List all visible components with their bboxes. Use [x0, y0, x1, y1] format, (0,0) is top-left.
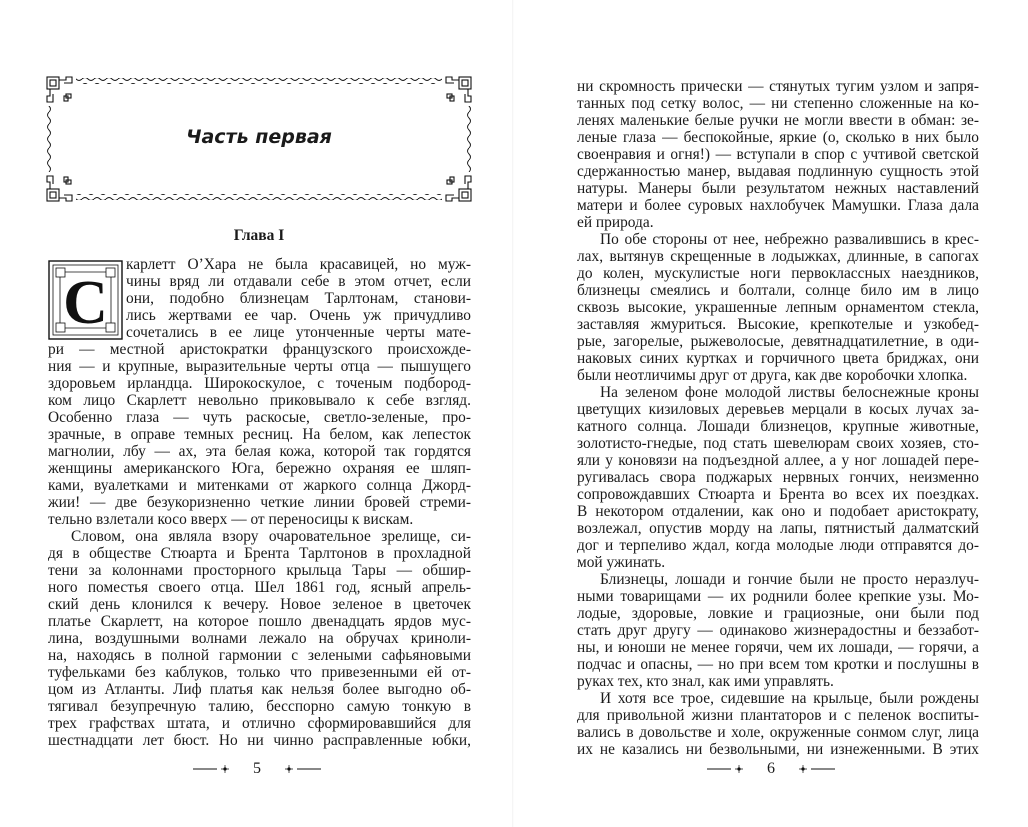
text-line: чины вряд ли отдавали себе в этом отчет, если	[126, 273, 471, 290]
text-line: тени за колоннами просторного крыльца Тары — обшир-	[48, 562, 471, 579]
text-line: для привольной жизни плантаторов и с пеленок воспиты-	[577, 707, 979, 724]
right-page-body	[577, 78, 979, 758]
text-line: Близнецы, лошади и гончие были не просто неразлуч-	[600, 571, 979, 588]
text-line: карлетт О’Хара не была красавицей, но муж-	[126, 256, 471, 273]
text-line: золотисто-гнедые, под стать шевелюрам своих хозяев, сто-	[577, 435, 979, 452]
text-line: наковых синих куртках и горчичного цвета бриджах, они	[577, 350, 979, 367]
text-line: туфельками без каблуков, только что привезенными ей от-	[48, 664, 471, 681]
text-line: зрачные, в оправе темных ресниц. На белом, как лепесток	[48, 426, 471, 443]
text-line: ский день клонился к вечеру. Новое зеленое в цветочек	[48, 596, 471, 613]
folio-ornament-left-icon	[193, 764, 235, 774]
folio-ornament-left-icon	[707, 764, 749, 774]
text-line: на, находясь в полной гармонии с зелеными сафьяновыми	[48, 647, 471, 664]
text-line: лодые, здоровые, ловкие и грациозные, они были под	[577, 605, 979, 622]
chapter-title: Глава I	[233, 227, 285, 244]
text-line: ком лицо Скарлетт невольно приковывало к себе взгляд.	[48, 392, 471, 409]
text-line: сдержанностью манер, выдавая подлинную сущность этой	[577, 163, 979, 180]
text-line: вались в довольстве и холе, окруженные сонмом слуг, лица	[577, 724, 979, 741]
text-line: Особенно глаза — чуть раскосые, светло-зеленые, про-	[48, 409, 471, 426]
text-line: тельно взлетали косо вверх — от переносицы к вискам.	[48, 511, 414, 528]
text-line: ния — и крупные, выразительные черты отца — пышущего	[48, 358, 471, 375]
text-line: И хотя все трое, сидевшие на крыльце, были рождены	[600, 690, 979, 707]
text-line: яли у коновязи на подъездной аллее, а у ног лошадей пере-	[577, 452, 979, 469]
text-line: они, подобно близнецам Тарлтонам, станови-	[126, 290, 471, 307]
page-folio	[0, 760, 514, 778]
text-line: возлежал, опустив морду на лапы, пятнистый далматский	[577, 520, 979, 537]
text-line: танных под сетку волос, — ни степенно сложенные на ко-	[577, 95, 979, 112]
text-line: мой ужинать.	[577, 554, 666, 571]
page-number: 5	[253, 760, 261, 777]
text-line: цом из Атланты. Лиф платья как нельзя более выгодно об-	[48, 681, 471, 698]
text-line: В некотором отдалении, как оно и подобает аристократу,	[577, 503, 979, 520]
text-line: дог и терпеливо ждал, когда молодые люди отправятся до-	[577, 537, 979, 554]
text-line: натуры. Манеры были результатом нежных наставлений	[577, 180, 979, 197]
text-line: стать друг другу — одинаково жизнерадостны и беззабот-	[577, 622, 979, 639]
page-number: 6	[767, 760, 775, 777]
text-line: матери и более суровых нахлобучек Мамушки. Глаза дала	[577, 197, 979, 214]
text-line: ными товарищами — их роднили более крепкие узы. Мо-	[577, 588, 979, 605]
text-line: подчас и опасны, — но при всем том кротки и послушны в	[577, 656, 979, 673]
text-line: ри — местной аристократки французского происхожде-	[48, 341, 471, 358]
text-line: тягивал безупречную талию, бесспорно самую тонкую в	[48, 698, 471, 715]
text-line: жии! — две безукоризненно четкие линии бровей стреми-	[48, 494, 471, 511]
text-line: рые, загорелые, рыжеволосые, девятнадцатилетние, в оди-	[577, 333, 979, 350]
text-line: сквозь высокие, украшенные лепным орнаментом стекла,	[577, 299, 979, 316]
text-line: здоровьем ирландца. Широкоскулое, с точеным подбород-	[48, 375, 471, 392]
text-line: лись жертвами ее чар. Очень уж причудливо	[126, 307, 471, 324]
text-line: трех графствах штата, и отлично сформировавшийся для	[48, 715, 471, 732]
part-title: Часть первая	[186, 126, 332, 148]
text-line: магнолии, лбу — ах, эта белая кожа, которой так гордятся	[48, 443, 471, 460]
text-line: На зеленом фоне молодой листвы белоснежные кроны	[600, 384, 979, 401]
text-line: дя в обществе Стюарта и Брента Тарлтонов в прохладной	[48, 545, 471, 562]
folio-ornament-right-icon	[793, 764, 835, 774]
drop-cap-letter: С	[63, 269, 108, 337]
text-line: ей природа.	[577, 214, 654, 231]
text-line: ны, и юноши не менее горячи, чем их лошади, — горячи, а	[577, 639, 979, 656]
text-line: их не казались ни безвольными, ни изнеженными. В этих	[577, 741, 979, 758]
left-page-body	[48, 256, 471, 749]
text-line: По обе стороны от нее, небрежно развалившись в крес-	[600, 231, 979, 248]
text-line: своенравия и огня!) — вступали в спор с учтивой светской	[577, 146, 979, 163]
text-line: лах, вытянув скрещенные в лодыжках, длинные, в сапогах	[577, 248, 979, 265]
page-folio	[514, 760, 1028, 778]
text-line: сопровождавших Стюарта и Брента во всех их поездках.	[577, 486, 979, 503]
text-line: лина, воздушными волнами лежало на обручах криноли-	[48, 630, 471, 647]
text-line: платье Скарлетт, на которое пошло двенадцать ярдов мус-	[48, 613, 471, 630]
text-line: были неотличимы друг от друга, как две коробочки хлопка.	[577, 367, 968, 384]
right-page	[514, 0, 1028, 827]
text-line: катного солнца. Лошади близнецов, крупные животные,	[577, 418, 979, 435]
folio-ornament-right-icon	[279, 764, 321, 774]
text-line: ругивалась свора поджарых нервных гончих, неизменно	[577, 469, 979, 486]
text-line: леные глаза — беспокойные, яркие (о, сколько в них было	[577, 129, 979, 146]
text-line: ного поместья своего отца. Шел 1861 год, ясный апрель-	[48, 579, 471, 596]
text-line: шестнадцати лет бюст. Но ни чинно расправленные юбки,	[48, 732, 471, 749]
text-line: ленях маленькие белые ручки не могли ввести в обман: зе-	[577, 112, 979, 129]
text-line: женщины американского Юга, бережно охраняя ее шляп-	[48, 460, 471, 477]
text-line: ками, вуалетками и митенками от жаркого солнца Джорд-	[48, 477, 471, 494]
text-line: ни скромность прически — стянутых тугим узлом и запря-	[577, 78, 979, 95]
text-line: до колен, мускулистые ноги первоклассных наездников,	[577, 265, 979, 282]
text-line: Словом, она являла взору очаровательное зрелище, си-	[71, 528, 471, 545]
text-line: близнецы смеялись и болтали, солнце било им в лицо	[577, 282, 979, 299]
text-line: заставляя жмуриться. Высокие, крепкотелые и узкобед-	[577, 316, 979, 333]
text-line: руках тех, кто знал, как ими управлять.	[577, 673, 834, 690]
text-line: сочетались в ее лице утонченные черты мате-	[126, 324, 471, 341]
text-line: цветущих кизиловых деревьев мерцали в косых лучах за-	[577, 401, 979, 418]
